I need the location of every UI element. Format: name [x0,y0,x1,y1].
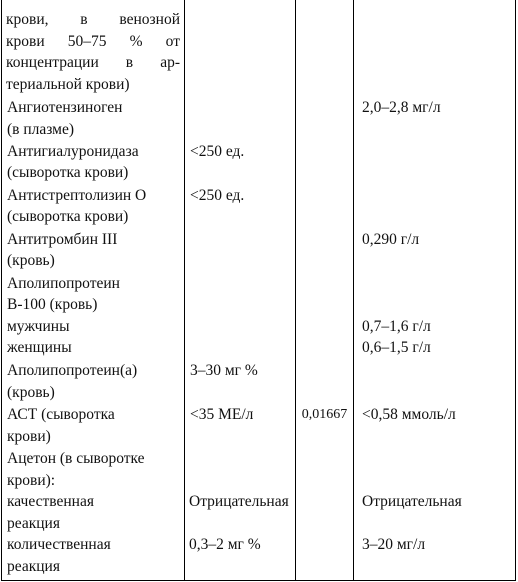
table-row [2,360,516,404]
us-value: 0,3–2 мг % [189,536,261,554]
si-value: 3–20 мг/л [362,536,426,554]
table-row [2,97,516,141]
test-name-line: крови, в венозной [6,11,180,28]
test-name-line: Ацетон (в сыворотке [7,450,145,468]
test-name-line: количественная [7,536,111,554]
test-name-line: реакция [7,514,60,532]
test-name-line: Антитромбин III [7,230,118,248]
si-units-cell [354,0,516,97]
si-units-cell [354,229,516,273]
si-value: 0,6–1,5 г/л [362,339,431,357]
test-name-cell [2,0,185,97]
us-units-cell [185,141,296,185]
test-name-line: крови) [7,427,51,445]
factor-cell [296,448,354,580]
test-name-line: (сыворотка крови) [7,164,129,182]
test-name-line: (сыворотка крови) [7,208,129,226]
us-value: <250 ед. [190,186,245,204]
us-value: 3–30 мг % [190,362,258,380]
table-row [2,141,516,185]
us-units-cell [185,360,296,404]
test-name-line: Антистрептолизин О [7,186,147,204]
us-value: <35 МЕ/л [190,406,254,424]
table-row [2,229,516,273]
test-name-cell [2,185,185,229]
test-name-line: реакция [7,557,60,575]
si-value: <0,58 ммоль/л [362,406,456,424]
test-name-cell [2,97,185,141]
table-row [2,0,516,97]
test-name-cell [2,229,185,273]
test-name-line: крови): [7,471,56,489]
si-value: 0,290 г/л [362,230,420,248]
si-units-cell [354,273,516,361]
factor-cell [296,360,354,404]
si-units-cell [354,185,516,229]
test-name-line: (кровь) [7,252,55,270]
factor-cell [296,97,354,141]
si-value: 2,0–2,8 мг/л [362,99,441,116]
si-value: 0,7–1,6 г/л [362,317,431,335]
test-name-line: В-100 (кровь) [7,296,98,314]
test-name-line: мужчины [7,317,70,335]
si-units-cell [354,97,516,141]
test-name-cell [2,360,185,404]
test-name-line: концентрации в ар- [6,54,180,71]
reference-values-table [1,0,516,581]
test-name-line: Ангиотензиноген [7,99,123,116]
factor-cell [296,185,354,229]
test-name-line: крови 50–75 % от [6,32,180,50]
test-name-line: (кровь) [7,383,55,401]
us-units-cell [185,185,296,229]
table-row [2,273,516,361]
us-value: <250 ед. [190,142,245,160]
us-units-cell [185,229,296,273]
test-name-cell [2,448,185,580]
test-name-cell [2,141,185,185]
test-name-line: (в плазме) [7,120,75,138]
table-row [2,185,516,229]
test-name-line: териальной крови) [6,75,130,93]
us-units-cell [185,0,296,97]
si-value: Отрицательная [362,493,462,511]
si-units-cell [354,360,516,404]
test-name-line: качественная [7,493,94,511]
factor-cell [296,141,354,185]
table-row [2,448,516,580]
factor-cell [296,404,354,448]
factor-cell [296,229,354,273]
test-name-line: Аполипопротеин(а) [7,362,138,380]
test-name-cell [2,404,185,448]
test-name-line: женщины [7,339,72,357]
test-name-line: АСТ (сыворотка [7,406,115,424]
conversion-factor: 0,01667 [301,407,348,423]
us-units-cell [185,97,296,141]
si-units-cell [354,141,516,185]
us-units-cell [185,273,296,361]
factor-cell [296,273,354,361]
us-units-cell [185,404,296,448]
test-name-line: Антигиалуронидаза [7,142,139,160]
us-value: Отрицательная [189,493,289,511]
factor-cell [296,0,354,97]
us-units-cell [185,448,296,580]
test-name-cell [2,273,185,361]
si-units-cell [354,448,516,580]
table-row [2,404,516,448]
si-units-cell [354,404,516,448]
test-name-line: Аполипопротеин [7,274,120,292]
